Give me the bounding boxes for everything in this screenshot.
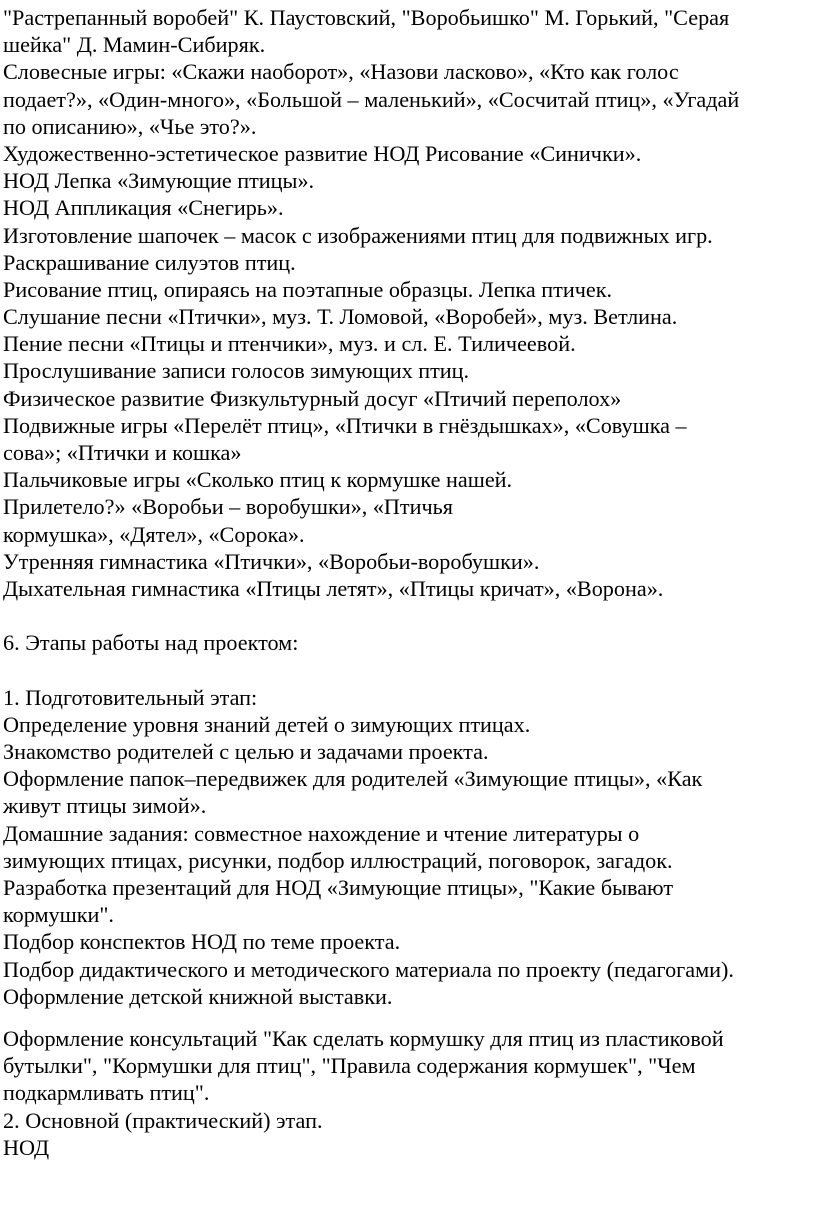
text-line: шейка" Д. Мамин-Сибиряк. — [3, 32, 266, 58]
blank-line — [3, 1010, 813, 1025]
text-line: Раскрашивание силуэтов птиц. — [3, 249, 296, 275]
stage-heading: 1. Подготовительный этап: — [3, 684, 258, 710]
text-line: НОД Лепка «Зимующие птицы». — [3, 168, 315, 194]
text-line: зимующих птицах, рисунки, подбор иллюстраций, поговорок, загадок. — [3, 847, 673, 873]
text-line: подкармливать птиц". — [3, 1080, 210, 1106]
text-line: НОД Аппликация «Снегирь». — [3, 195, 284, 221]
text-line: Прослушивание записи голосов зимующих птиц. — [3, 358, 470, 384]
text-line: "Растрепанный воробей" К. Паустовский, "Воробьишко" М. Горький, "Серая — [3, 5, 730, 30]
text-line: Пальчиковые игры «Сколько птиц к кормушке нашей. — [3, 467, 513, 493]
text-line: Оформление детской книжной выставки. — [3, 983, 393, 1009]
text-line: Слушание песни «Птички», муз. Т. Ломовой, «Воробей», муз. Ветлина. — [3, 304, 678, 330]
text-line: сова»; «Птички и кошка» — [3, 440, 242, 465]
text-line: Утренняя гимнастика «Птички», «Воробьи-воробушки». — [3, 548, 540, 574]
stage-heading: 2. Основной (практический) этап. — [3, 1107, 323, 1133]
text-line: Дыхательная гимнастика «Птицы летят», «Птицы кричат», «Ворона». — [3, 575, 664, 601]
text-line: Подвижные игры «Перелёт птиц», «Птички в гнёздышках», «Совушка – — [3, 412, 687, 438]
text-line: живут птицы зимой». — [3, 793, 207, 819]
blank-line — [3, 657, 813, 684]
text-line: НОД — [3, 1134, 50, 1160]
text-line: подает?», «Один-много», «Большой – маленький», «Сосчитай птиц», «Угадай — [3, 86, 740, 112]
text-line: Оформление консультаций "Как сделать кормушку для птиц из пластиковой — [3, 1025, 724, 1051]
text-line: кормушка», «Дятел», «Сорока». — [3, 521, 305, 547]
text-line: Домашние задания: совместное нахождение и чтение литературы о — [3, 820, 640, 846]
text-line: Прилетело?» «Воробьи – воробушки», «Птичья — [3, 494, 453, 520]
text-line: кормушки". — [3, 902, 114, 928]
document-page — [3, 4, 813, 1161]
text-line: Изготовление шапочек – масок с изображениями птиц для подвижных игр. — [3, 222, 713, 248]
text-line: Подбор дидактического и методического материала по проекту (педагогами). — [3, 956, 734, 982]
text-line: по описанию», «Чье это?». — [3, 113, 257, 139]
text-line: Словесные игры: «Скажи наоборот», «Назови ласково», «Кто как голос — [3, 59, 679, 85]
text-line: Разработка презентаций для НОД «Зимующие птицы», "Какие бывают — [3, 875, 674, 900]
text-line: Рисование птиц, опираясь на поэтапные образцы. Лепка птичек. — [3, 276, 613, 302]
section-heading: 6. Этапы работы над проектом: — [3, 630, 299, 656]
text-line: Пение песни «Птицы и птенчики», муз. и сл. Е. Тиличеевой. — [3, 331, 576, 357]
text-line: Художественно-эстетическое развитие НОД Рисование «Синички». — [3, 140, 642, 166]
text-line: Знакомство родителей с целью и задачами проекта. — [3, 739, 489, 765]
text-line: бутылки", "Кормушки для птиц", "Правила содержания кормушек", "Чем — [3, 1053, 696, 1079]
text-line: Определение уровня знаний детей о зимующих птицах. — [3, 711, 531, 737]
text-line: Физическое развитие Физкультурный досуг «Птичий переполох» — [3, 385, 622, 411]
blank-line — [3, 602, 813, 629]
text-line: Подбор конспектов НОД по теме проекта. — [3, 929, 401, 955]
text-line: Оформление папок–передвижек для родителей «Зимующие птицы», «Как — [3, 766, 703, 792]
